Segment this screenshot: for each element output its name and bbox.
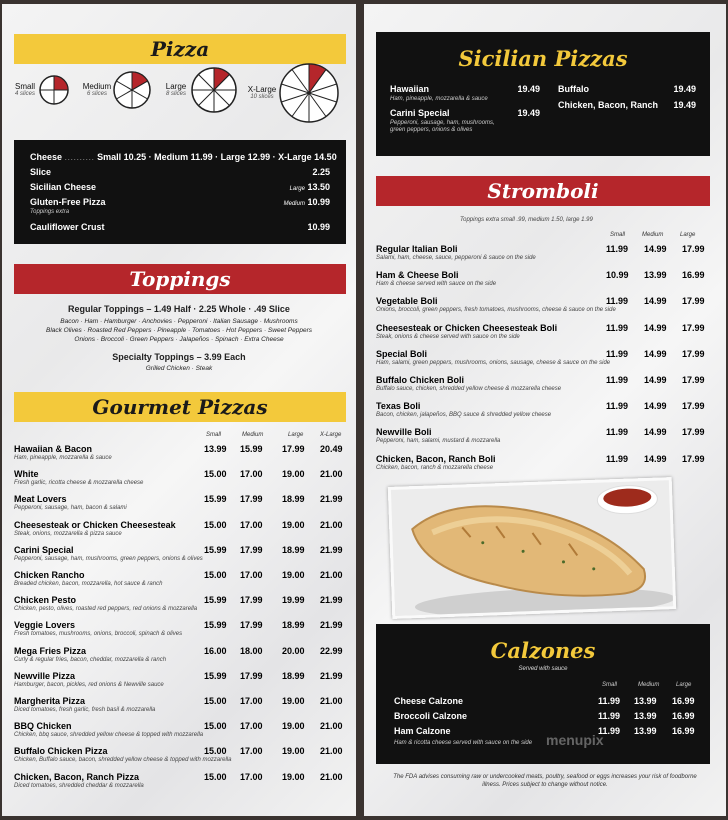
specialty-toppings-title: Specialty Toppings – 3.99 Each — [112, 352, 246, 362]
item-name: Meat Lovers — [14, 494, 67, 505]
item-name: Gluten-Free Pizza — [30, 197, 106, 207]
item-price: 17.99 — [682, 296, 705, 307]
item-name: Chicken, Bacon, Ranch — [558, 100, 659, 110]
item-name: Buffalo — [558, 84, 589, 94]
item-price: 18.00 — [240, 645, 263, 656]
item-desc: Chicken, bacon, ranch & mozzarella cheese — [376, 464, 494, 471]
item-price: 19.00 — [282, 469, 305, 480]
size-name: X-Large — [247, 85, 277, 94]
menu-item — [14, 721, 346, 731]
item-desc: Onions, broccoli, green peppers, fresh tomatoes, mushrooms, cheese & sauce on the side — [376, 307, 616, 314]
col-header: Medium — [638, 682, 660, 688]
item-name: Chicken, Bacon, Ranch Boli — [376, 453, 496, 464]
item-detail: Small 10.25 · Medium 11.99 · Large 12.99 · X-Large 14.50 — [97, 152, 337, 162]
regular-toppings-line: Bacon · Ham · Hamburger · Anchovies · Pepperoni · Italian Sausage · Mushrooms — [60, 318, 298, 325]
menu-item — [394, 726, 694, 736]
item-price: 13.99 — [634, 696, 657, 706]
item-price: 19.00 — [282, 721, 305, 732]
size-medium — [82, 70, 152, 110]
item-price: 21.99 — [320, 494, 343, 505]
item-price: 19.00 — [282, 771, 305, 782]
item-name: Carini Special — [390, 108, 450, 118]
stromboli-image — [391, 480, 676, 619]
item-name: Ham Calzone — [394, 726, 451, 736]
regular-toppings-line: Onions · Broccoli · Green Peppers · Jalapeños · Spinach · Extra Cheese — [74, 336, 284, 343]
menu-item — [14, 469, 346, 479]
item-price: 15.00 — [204, 771, 227, 782]
menu-item — [376, 244, 710, 254]
menu-item — [14, 772, 346, 782]
item-desc: Bacon, chicken, jalapeños, BBQ sauce & shredded yellow cheese — [376, 412, 552, 419]
gourmet-banner — [14, 392, 346, 422]
col-header: Small — [206, 432, 222, 438]
item-price: 18.99 — [282, 670, 305, 681]
item-desc: Steak, onions & cheese served with sauce on the side — [376, 333, 520, 340]
item-price: 14.99 — [644, 427, 667, 438]
col-header: Small — [602, 682, 618, 688]
item-price: 13.99 — [634, 711, 657, 721]
item-name: Margherita Pizza — [14, 696, 86, 706]
item-desc: Ham & ricotta cheese served with sauce on the side — [394, 740, 533, 746]
item-price: 16.99 — [672, 696, 695, 706]
toppings-title: Toppings — [129, 267, 231, 291]
item-desc: Curly & regular fries, bacon, cheddar, mozzarella & ranch — [14, 656, 167, 663]
item-price: 16.99 — [672, 711, 695, 721]
item-price: 17.00 — [240, 746, 263, 757]
item-price: 10.99 — [307, 222, 330, 232]
col-header: Medium — [242, 432, 264, 438]
item-price: 17.99 — [240, 595, 263, 606]
col-header: Large — [288, 432, 304, 438]
item-name: Cheesesteak or Chicken Cheesesteak Boli — [376, 322, 558, 333]
size-slices: 10 slices — [250, 94, 274, 100]
item-price: 15.00 — [204, 746, 227, 757]
menu-item — [376, 349, 710, 359]
menu-item — [390, 84, 540, 94]
item-price: 16.99 — [672, 726, 695, 736]
right-menu-panel — [364, 4, 726, 816]
item-name: Buffalo Chicken Pizza — [14, 746, 108, 757]
item-name: Veggie Lovers — [14, 620, 76, 631]
item-desc: Chicken, bbq sauce, shredded yellow cheese & topped with mozzarella — [14, 732, 204, 739]
item-price: 21.99 — [320, 544, 343, 555]
item-name: BBQ Chicken — [14, 721, 72, 732]
menu-item — [14, 646, 346, 656]
item-desc: Salami, ham, cheese, sauce, pepperoni & sauce on the side — [376, 255, 536, 261]
item-name: Cheesesteak or Chicken Cheesesteak — [14, 519, 176, 530]
menu-item — [558, 84, 696, 94]
item-price: 19.00 — [282, 746, 305, 757]
size-large — [162, 66, 238, 114]
item-name: Vegetable Boli — [376, 296, 438, 307]
item-price: 17.99 — [240, 544, 263, 555]
col-header: Large — [676, 682, 692, 688]
medium-pie-icon — [112, 70, 152, 110]
item-name: Newville Pizza — [14, 670, 76, 681]
item-price: 14.99 — [644, 375, 667, 385]
item-price: 21.00 — [320, 519, 343, 530]
item-price: 15.99 — [204, 544, 227, 555]
item-price: 21.00 — [320, 469, 343, 480]
menu-item — [376, 401, 710, 411]
item-name: Cheese — [30, 152, 63, 162]
item-price: 17.99 — [682, 453, 705, 464]
item-price: 13.99 — [644, 270, 667, 281]
item-name: Hawaiian — [390, 84, 430, 94]
item-desc: Pepperoni, ham, salami, mustard & mozzarella — [376, 438, 501, 445]
item-price: 19.00 — [282, 696, 305, 706]
item-price: 20.00 — [282, 645, 305, 656]
item-price: 11.99 — [606, 453, 629, 464]
item-name: Carini Special — [14, 544, 74, 555]
item-desc: Chicken, pesto, olives, roasted red peppers, red onions & mozzarella — [14, 606, 198, 613]
item-desc: Diced tomatoes, fresh garlic, fresh basil & mozzarella — [14, 707, 156, 713]
item-desc: Ham & cheese served with sauce on the side — [376, 281, 497, 288]
menu-item — [376, 296, 710, 306]
item-price: 21.00 — [320, 696, 343, 706]
menu-item — [14, 696, 346, 706]
item-desc: Fresh garlic, ricotta cheese & mozzarella cheese — [14, 480, 144, 487]
item-size: Large — [289, 186, 305, 192]
menu-item — [14, 545, 346, 555]
toppings-banner — [14, 264, 346, 294]
item-name: Mega Fries Pizza — [14, 645, 87, 656]
menu-item — [376, 270, 710, 280]
item-price: 17.99 — [682, 427, 705, 438]
item-price: 11.99 — [598, 711, 621, 721]
item-price: 13.99 — [204, 444, 227, 454]
item-price: 17.99 — [682, 322, 705, 333]
item-name: Sicilian Cheese — [30, 182, 97, 192]
menupix-watermark: menupix — [546, 732, 604, 748]
item-price: 17.00 — [240, 469, 263, 480]
item-price: 21.99 — [320, 620, 343, 631]
size-name: Large — [165, 82, 187, 91]
item-price: 15.99 — [204, 620, 227, 631]
item-price: 17.99 — [282, 444, 305, 454]
stromboli-photo — [388, 477, 676, 619]
item-price: 19.99 — [282, 595, 305, 606]
calzones-box — [376, 624, 710, 764]
item-name: Newville Boli — [376, 427, 432, 438]
item-price: 21.00 — [320, 771, 343, 782]
menu-item — [14, 620, 346, 630]
item-price: 17.00 — [240, 721, 263, 732]
item-price: 14.99 — [644, 322, 667, 333]
item-price: 11.99 — [606, 427, 629, 438]
item-desc: Ham, salami, green peppers, mushrooms, onions, sausage, cheese & sauce on the side — [376, 359, 611, 366]
item-size: Medium — [283, 201, 305, 207]
item-price: 15.99 — [240, 444, 263, 454]
large-pie-icon — [190, 66, 238, 114]
item-price: 17.99 — [682, 401, 705, 412]
item-price: 17.99 — [240, 494, 263, 505]
item-price: 11.99 — [606, 322, 629, 333]
item-price: 20.49 — [320, 444, 343, 454]
sicilian-box — [376, 32, 710, 156]
item-price: 18.99 — [282, 620, 305, 631]
item-note: Toppings extra — [30, 209, 70, 215]
col-header: Small — [610, 232, 626, 238]
pizza-title: Pizza — [150, 37, 210, 61]
item-price: 17.00 — [240, 771, 263, 782]
item-price: 17.99 — [240, 670, 263, 681]
item-name: Ham & Cheese Boli — [376, 270, 459, 281]
item-price: 13.99 — [634, 726, 657, 736]
item-desc: Pepperoni, sausage, ham, mushrooms, green peppers, onions & olives — [390, 120, 495, 134]
menu-item — [14, 671, 346, 681]
sicilian-title: Sicilian Pizzas — [458, 46, 628, 71]
item-name: Special Boli — [376, 348, 428, 359]
menu-item — [376, 323, 710, 333]
col-header: Medium — [642, 232, 664, 238]
item-name: Chicken, Bacon, Ranch Pizza — [14, 771, 140, 782]
menu-item — [14, 570, 346, 580]
menu-item — [14, 595, 346, 605]
item-price: 19.00 — [282, 570, 305, 580]
item-desc: Ham, pineapple, mozzarella & sauce — [390, 96, 488, 102]
item-price: 17.00 — [240, 570, 263, 580]
item-price: 16.99 — [682, 270, 705, 281]
item-price: 11.99 — [598, 726, 621, 736]
item-price: 15.00 — [204, 519, 227, 530]
item-price: 14.99 — [644, 453, 667, 464]
specialty-toppings-list: Grilled Chicken · Steak — [145, 365, 213, 372]
pizza-price-box — [14, 140, 346, 244]
item-name: Slice — [30, 167, 52, 177]
menu-item — [14, 520, 346, 530]
menu-item — [376, 375, 710, 385]
item-price: 18.99 — [282, 494, 305, 505]
item-name: Regular Italian Boli — [376, 244, 458, 254]
item-desc: Diced tomatoes, shredded cheddar & mozzarella — [14, 782, 144, 789]
menu-item — [376, 427, 710, 437]
stromboli-title: Stromboli — [487, 179, 599, 203]
item-price: 15.99 — [204, 494, 227, 505]
item-price: 18.99 — [282, 544, 305, 555]
xlarge-pie-icon — [278, 62, 340, 124]
item-name: Chicken Pesto — [14, 595, 77, 606]
item-desc: Ham, pineapple, mozzarella & sauce — [14, 455, 112, 461]
item-price: 19.49 — [673, 84, 696, 94]
size-xlarge — [246, 62, 340, 124]
menu-item — [394, 696, 694, 706]
pizza-banner — [14, 34, 346, 64]
regular-toppings-title: Regular Toppings – 1.49 Half · 2.25 Whole · .49 Slice — [68, 304, 290, 314]
item-price: 11.99 — [606, 296, 629, 307]
item-price: 14.99 — [644, 296, 667, 307]
size-name: Medium — [82, 82, 112, 91]
item-desc: Steak, onions, mozzarella & pizza sauce — [14, 530, 122, 537]
menu-item — [376, 454, 710, 464]
item-price: 17.99 — [682, 375, 705, 385]
size-slices: 4 slices — [14, 91, 35, 97]
menu-item — [30, 197, 330, 207]
item-desc: Fresh tomatoes, mushrooms, onions, broccoli, spinach & olives — [14, 631, 183, 638]
item-name: Buffalo Chicken Boli — [376, 375, 465, 385]
item-price: 10.99 — [307, 197, 330, 207]
item-name: White — [14, 469, 39, 480]
item-price: 14.99 — [644, 244, 667, 254]
small-pie-icon — [38, 74, 70, 106]
size-slices: 8 slices — [165, 91, 186, 97]
menu-item — [30, 222, 330, 232]
col-header: X-Large — [320, 432, 342, 438]
item-name: Cauliflower Crust — [30, 222, 105, 232]
size-slices: 6 slices — [86, 91, 107, 97]
item-price: 21.00 — [320, 746, 343, 757]
item-price: 21.99 — [320, 595, 343, 606]
menu-item — [390, 108, 540, 118]
item-price: 19.49 — [517, 84, 540, 94]
item-price: 11.99 — [606, 401, 629, 412]
item-price: 15.00 — [204, 570, 227, 580]
item-price: 17.99 — [682, 244, 705, 254]
calzones-title: Calzones — [490, 638, 596, 663]
menu-item — [14, 746, 346, 756]
item-name: Texas Boli — [376, 401, 421, 412]
item-price: 16.00 — [204, 645, 227, 656]
item-price: 14.99 — [644, 348, 667, 359]
item-price: 19.49 — [517, 108, 540, 118]
item-price: 11.99 — [606, 348, 629, 359]
item-price: 19.00 — [282, 519, 305, 530]
item-desc: Buffalo sauce, chicken, shredded yellow cheese & mozzarella cheese — [376, 386, 562, 392]
menu-item — [30, 182, 330, 192]
item-price: 17.99 — [682, 348, 705, 359]
item-name: Hawaiian & Bacon — [14, 444, 93, 454]
menu-item — [30, 167, 330, 177]
item-name: Cheese Calzone — [394, 696, 464, 706]
item-price: 15.00 — [204, 696, 227, 706]
item-price: 17.99 — [240, 620, 263, 631]
item-price: 11.99 — [598, 696, 621, 706]
menu-item — [394, 711, 694, 721]
item-desc: Chicken, Buffalo sauce, bacon, shredded yellow cheese & topped with mozzarella — [14, 757, 232, 764]
item-price: 17.00 — [240, 696, 263, 706]
col-header: Large — [680, 232, 696, 238]
fda-disclaimer: The FDA advises consuming raw or undercooked meats, poultry, seafood or eggs increases your risk of foodborne illness. Prices subject to change without notice. — [393, 774, 697, 788]
item-price: 2.25 — [312, 167, 330, 177]
item-price: 15.99 — [204, 595, 227, 606]
regular-toppings-line: Black Olives · Roasted Red Peppers · Pineapple · Tomatoes · Hot Peppers · Sweet Peppers — [45, 327, 313, 334]
menu-item — [558, 100, 696, 110]
menu-item: Cheese .......... Small 10.25 · Medium 11.99 · Large 12.99 · X-Large 14.50 — [30, 152, 337, 162]
left-menu-panel — [2, 4, 356, 816]
menu-item — [14, 494, 346, 504]
item-price: 14.99 — [644, 401, 667, 412]
item-price: 22.99 — [320, 645, 343, 656]
item-desc: Pepperoni, sausage, ham, mushrooms, green peppers, onions & olives — [14, 555, 203, 562]
item-price: 13.50 — [307, 182, 330, 192]
item-desc: Hamburger, bacon, pickles, red onions & Newville sauce — [14, 681, 164, 688]
item-price: 21.00 — [320, 570, 343, 580]
calzones-subtitle: Served with sauce — [518, 666, 568, 672]
item-price: 11.99 — [606, 244, 629, 254]
item-name: Broccoli Calzone — [394, 711, 468, 721]
item-desc: Pepperoni, sausage, ham, bacon & salami — [14, 505, 127, 512]
item-price: 15.00 — [204, 469, 227, 480]
item-desc: Breaded chicken, bacon, mozzarella, hot sauce & ranch — [14, 581, 163, 587]
size-small — [12, 74, 70, 106]
item-price: 21.00 — [320, 721, 343, 732]
stromboli-note: Toppings extra small .99, medium 1.50, large 1.99 — [460, 217, 593, 223]
item-name: Chicken Rancho — [14, 570, 85, 580]
item-price: 19.49 — [673, 100, 696, 110]
item-price: 17.00 — [240, 519, 263, 530]
item-price: 21.99 — [320, 670, 343, 681]
item-price: 11.99 — [606, 375, 629, 385]
gourmet-title: Gourmet Pizzas — [92, 395, 268, 419]
menu-item — [14, 444, 346, 454]
item-price: 10.99 — [606, 270, 629, 281]
stromboli-banner — [376, 176, 710, 206]
item-price: 15.99 — [204, 670, 227, 681]
size-name: Small — [14, 82, 35, 91]
item-price: 15.00 — [204, 721, 227, 732]
